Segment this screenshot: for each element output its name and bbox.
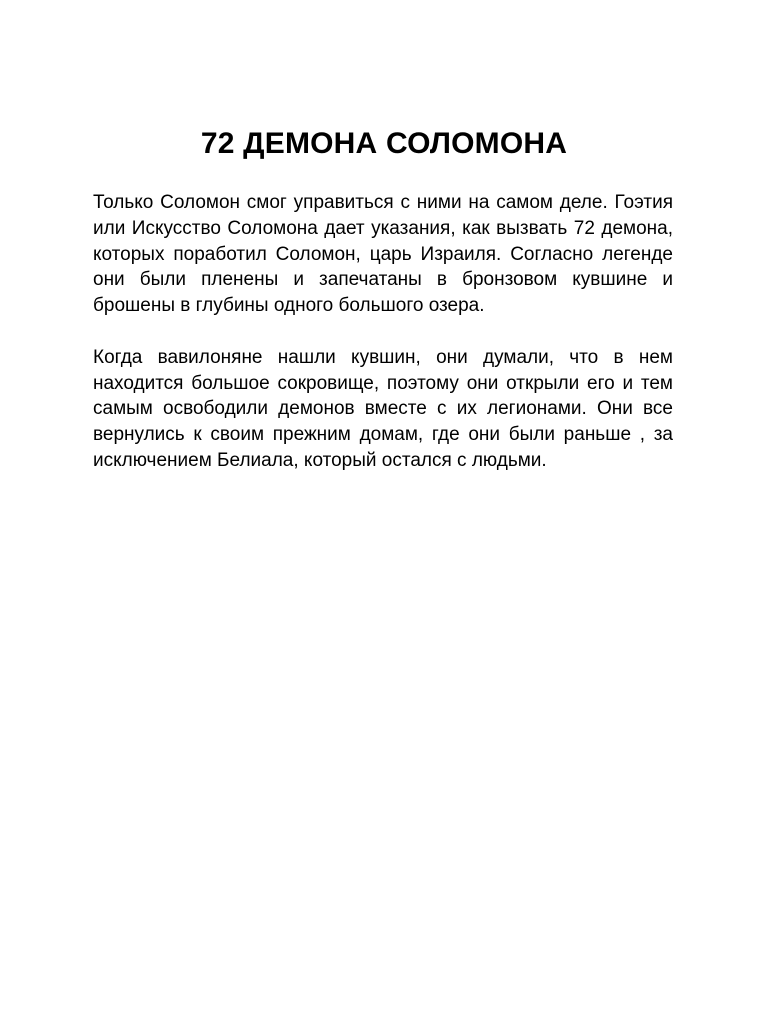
document-title: 72 ДЕМОНА СОЛОМОНА [200,127,568,160]
paragraph-1: Только Соломон смог управиться с ними на самом деле. Гоэтия или Искусство Соломона дает указания, как вызвать 72 демона, которых поработил Соломон, царь Израиля. Согласно легенде они были пленены и запечатаны в бронзовом кувшине и брошены в глубины одного большого озера. [93,192,673,317]
paragraph-2: Когда вавилоняне нашли кувшин, они думали, что в нем находится большое сокровище, поэтому они открыли его и тем самым освободили демонов вместе с их легионами. Они все вернулись к своим прежним домам, где они были раньше , за исключением Белиала, который остался с людьми. [93,346,673,471]
document-body [93,190,673,474]
